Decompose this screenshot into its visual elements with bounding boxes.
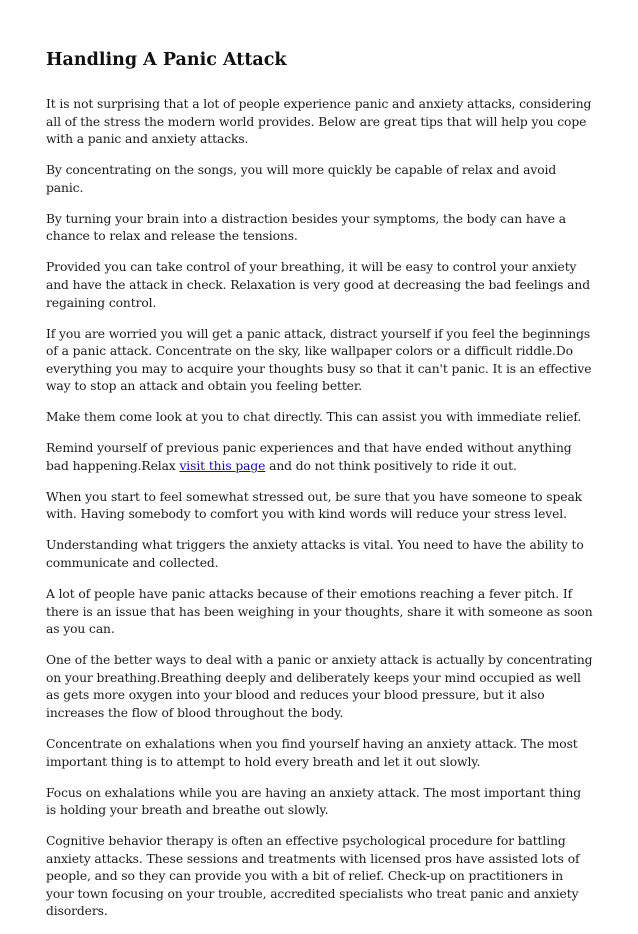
visit-this-page-link[interactable]: visit this page (179, 458, 266, 473)
document-page (46, 48, 594, 934)
paragraph-remind-yourself (46, 440, 594, 475)
paragraph-someone-to-speak: When you start to feel somewhat stressed out, be sure that you have someone to speak with. Having somebody to comfort you with kind words will reduce your stress level. (46, 489, 583, 522)
remind-text-after: and do not think positively to ride it out. (265, 458, 517, 473)
paragraph-intro: It is not surprising that a lot of people experience panic and anxiety attacks, considering all of the stress the modern world provides. Below are great tips that will help you cope with a panic and anxiety attacks. (46, 97, 592, 147)
paragraph-deep-breathing: One of the better ways to deal with a panic or anxiety attack is actually by concentrating on your breathing.Breathing deeply and deliberately keeps your mind occupied as well as gets more oxygen into your blood and reduces your blood pressure, but it also increases the flow of blood throughout the body. (46, 653, 593, 720)
page-title: Handling A Panic Attack (46, 50, 287, 70)
paragraph-distraction: By turning your brain into a distraction besides your symptoms, the body can have a chance to relax and release the tensions. (46, 211, 566, 244)
paragraph-triggers: Understanding what triggers the anxiety attacks is vital. You need to have the ability to communicate and collected. (46, 538, 584, 570)
paragraph-cognitive-therapy: Cognitive behavior therapy is often an effective psychological procedure for battling anxiety attacks. These sessions and treatments with licensed pros have assisted lots of people, and so they can provide you with a bit of relief. Check-up on practitioners in your town focusing on your trouble, accredited specialists who treat panic and anxiety disorders. (46, 834, 580, 919)
paragraph-distract-yourself: If you are worried you will get a panic attack, distract yourself if you feel the beginnings of a panic attack. Concentrate on the sky, like wallpaper colors or a difficult riddle.Do everything you may to acquire your thoughts busy so that it can't panic. It is an effective way to stop an attack and obtain you feeling better. (46, 326, 592, 394)
paragraph-exhalations-1: Concentrate on exhalations when you find yourself having an anxiety attack. The most important thing is to attempt to hold every breath and let it out slowly. (46, 736, 578, 769)
paragraph-fever-pitch: A lot of people have panic attacks because of their emotions reaching a fever pitch. If there is an issue that has been weighing in your thoughts, share it with someone as soon as you can. (46, 586, 593, 637)
paragraph-chat-directly: Make them come look at you to chat directly. This can assist you with immediate relief. (46, 410, 582, 425)
paragraph-exhalations-2: Focus on exhalations while you are having an anxiety attack. The most important thing is holding your breath and breathe out slowly. (46, 785, 582, 818)
paragraph-songs: By concentrating on the songs, you will more quickly be capable of relax and avoid panic. (46, 163, 557, 195)
remind-text-before: Remind yourself of previous panic experiences and that have ended without anything bad happening.Relax (46, 441, 572, 473)
paragraph-breathing-control: Provided you can take control of your breathing, it will be easy to control your anxiety and have the attack in check. Relaxation is very good at decreasing the bad feelings and regaining control. (46, 260, 590, 310)
